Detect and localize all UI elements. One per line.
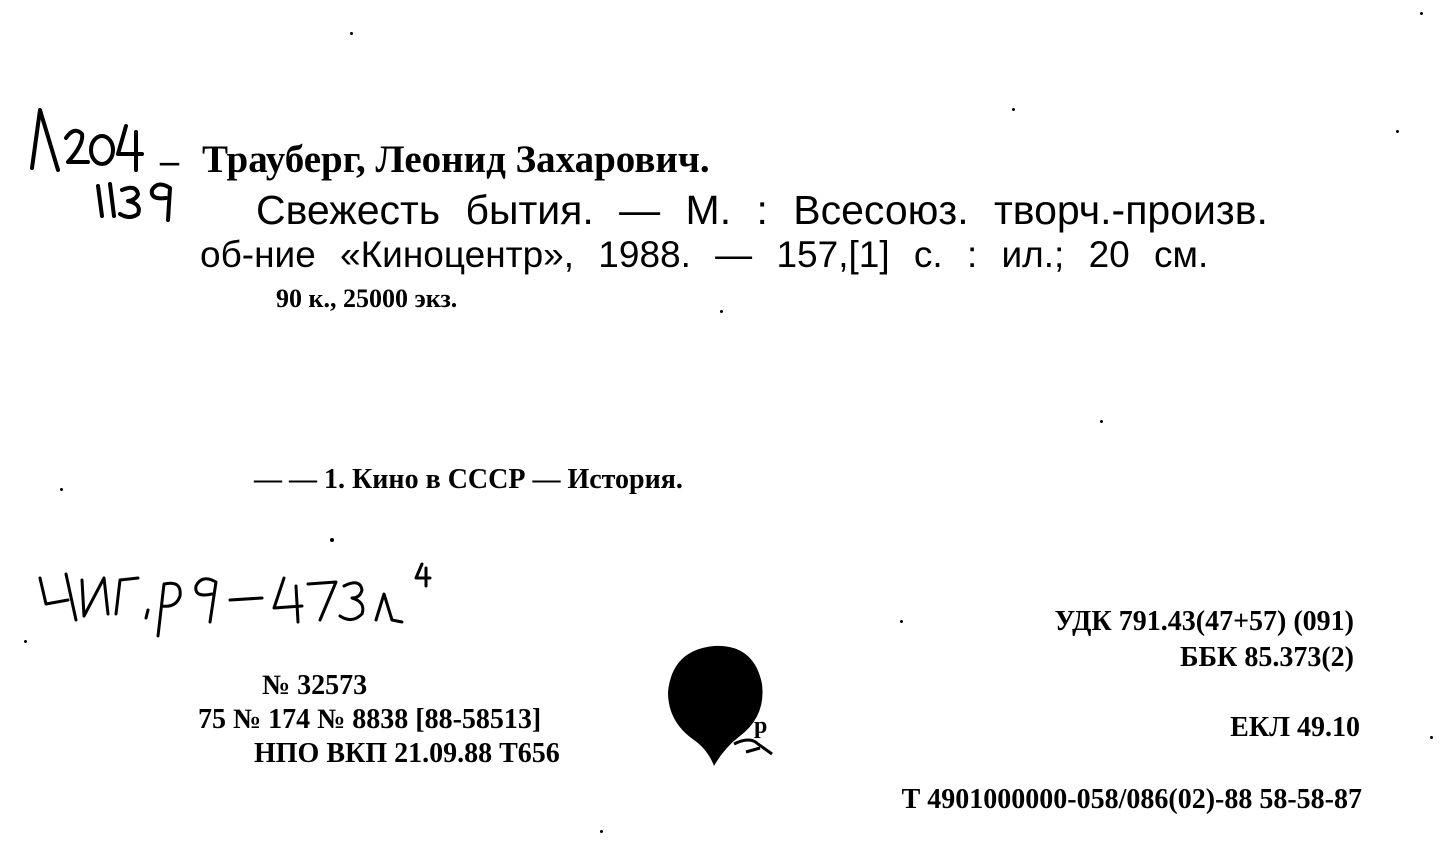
shelfmark-dash: –	[160, 140, 179, 182]
bbk-code: ББК 85.373(2)	[1180, 642, 1354, 673]
scan-speck	[24, 640, 27, 643]
scan-speck	[350, 32, 353, 35]
scan-speck	[330, 538, 334, 542]
ekl-code: ЕКЛ 49.10	[1230, 712, 1360, 743]
subject-heading: — — 1. Кино в СССР — История.	[254, 464, 683, 495]
scan-speck	[1012, 108, 1015, 111]
scan-speck	[1100, 420, 1103, 423]
handwritten-shelfmark	[18, 98, 208, 228]
scan-speck	[1430, 736, 1433, 739]
handwritten-registration	[30, 560, 450, 650]
bibliographic-code: Т 4901000000-058/086(02)-88 58-58-87	[901, 784, 1362, 815]
price-line: 90 к., 25000 экз.	[276, 284, 458, 313]
npo-line: НПО ВКП 21.09.88 Т656	[254, 738, 560, 769]
author-heading: Трауберг, Леонид Захарович.	[202, 138, 710, 181]
udk-code: УДК 791.43(47+57) (091)	[1054, 606, 1354, 637]
scan-speck	[900, 620, 903, 623]
publisher-line: об-ние «Киноцентр», 1988. — 157,[1] с. : ил.; 20 см.	[200, 234, 1209, 275]
scan-speck	[600, 830, 603, 833]
scan-speck	[1396, 130, 1399, 133]
scan-speck	[60, 488, 63, 491]
title-line: Свежесть бытия. — М. : Всесоюз. творч.-произв.	[256, 187, 1268, 233]
scan-speck	[720, 310, 723, 313]
stamp-letter: р	[754, 713, 768, 739]
card-number: № 32573	[262, 670, 368, 701]
scan-speck	[1420, 12, 1423, 15]
ink-blot	[664, 644, 784, 774]
order-line: 75 № 174 № 8838 [88-58513]	[198, 704, 542, 735]
